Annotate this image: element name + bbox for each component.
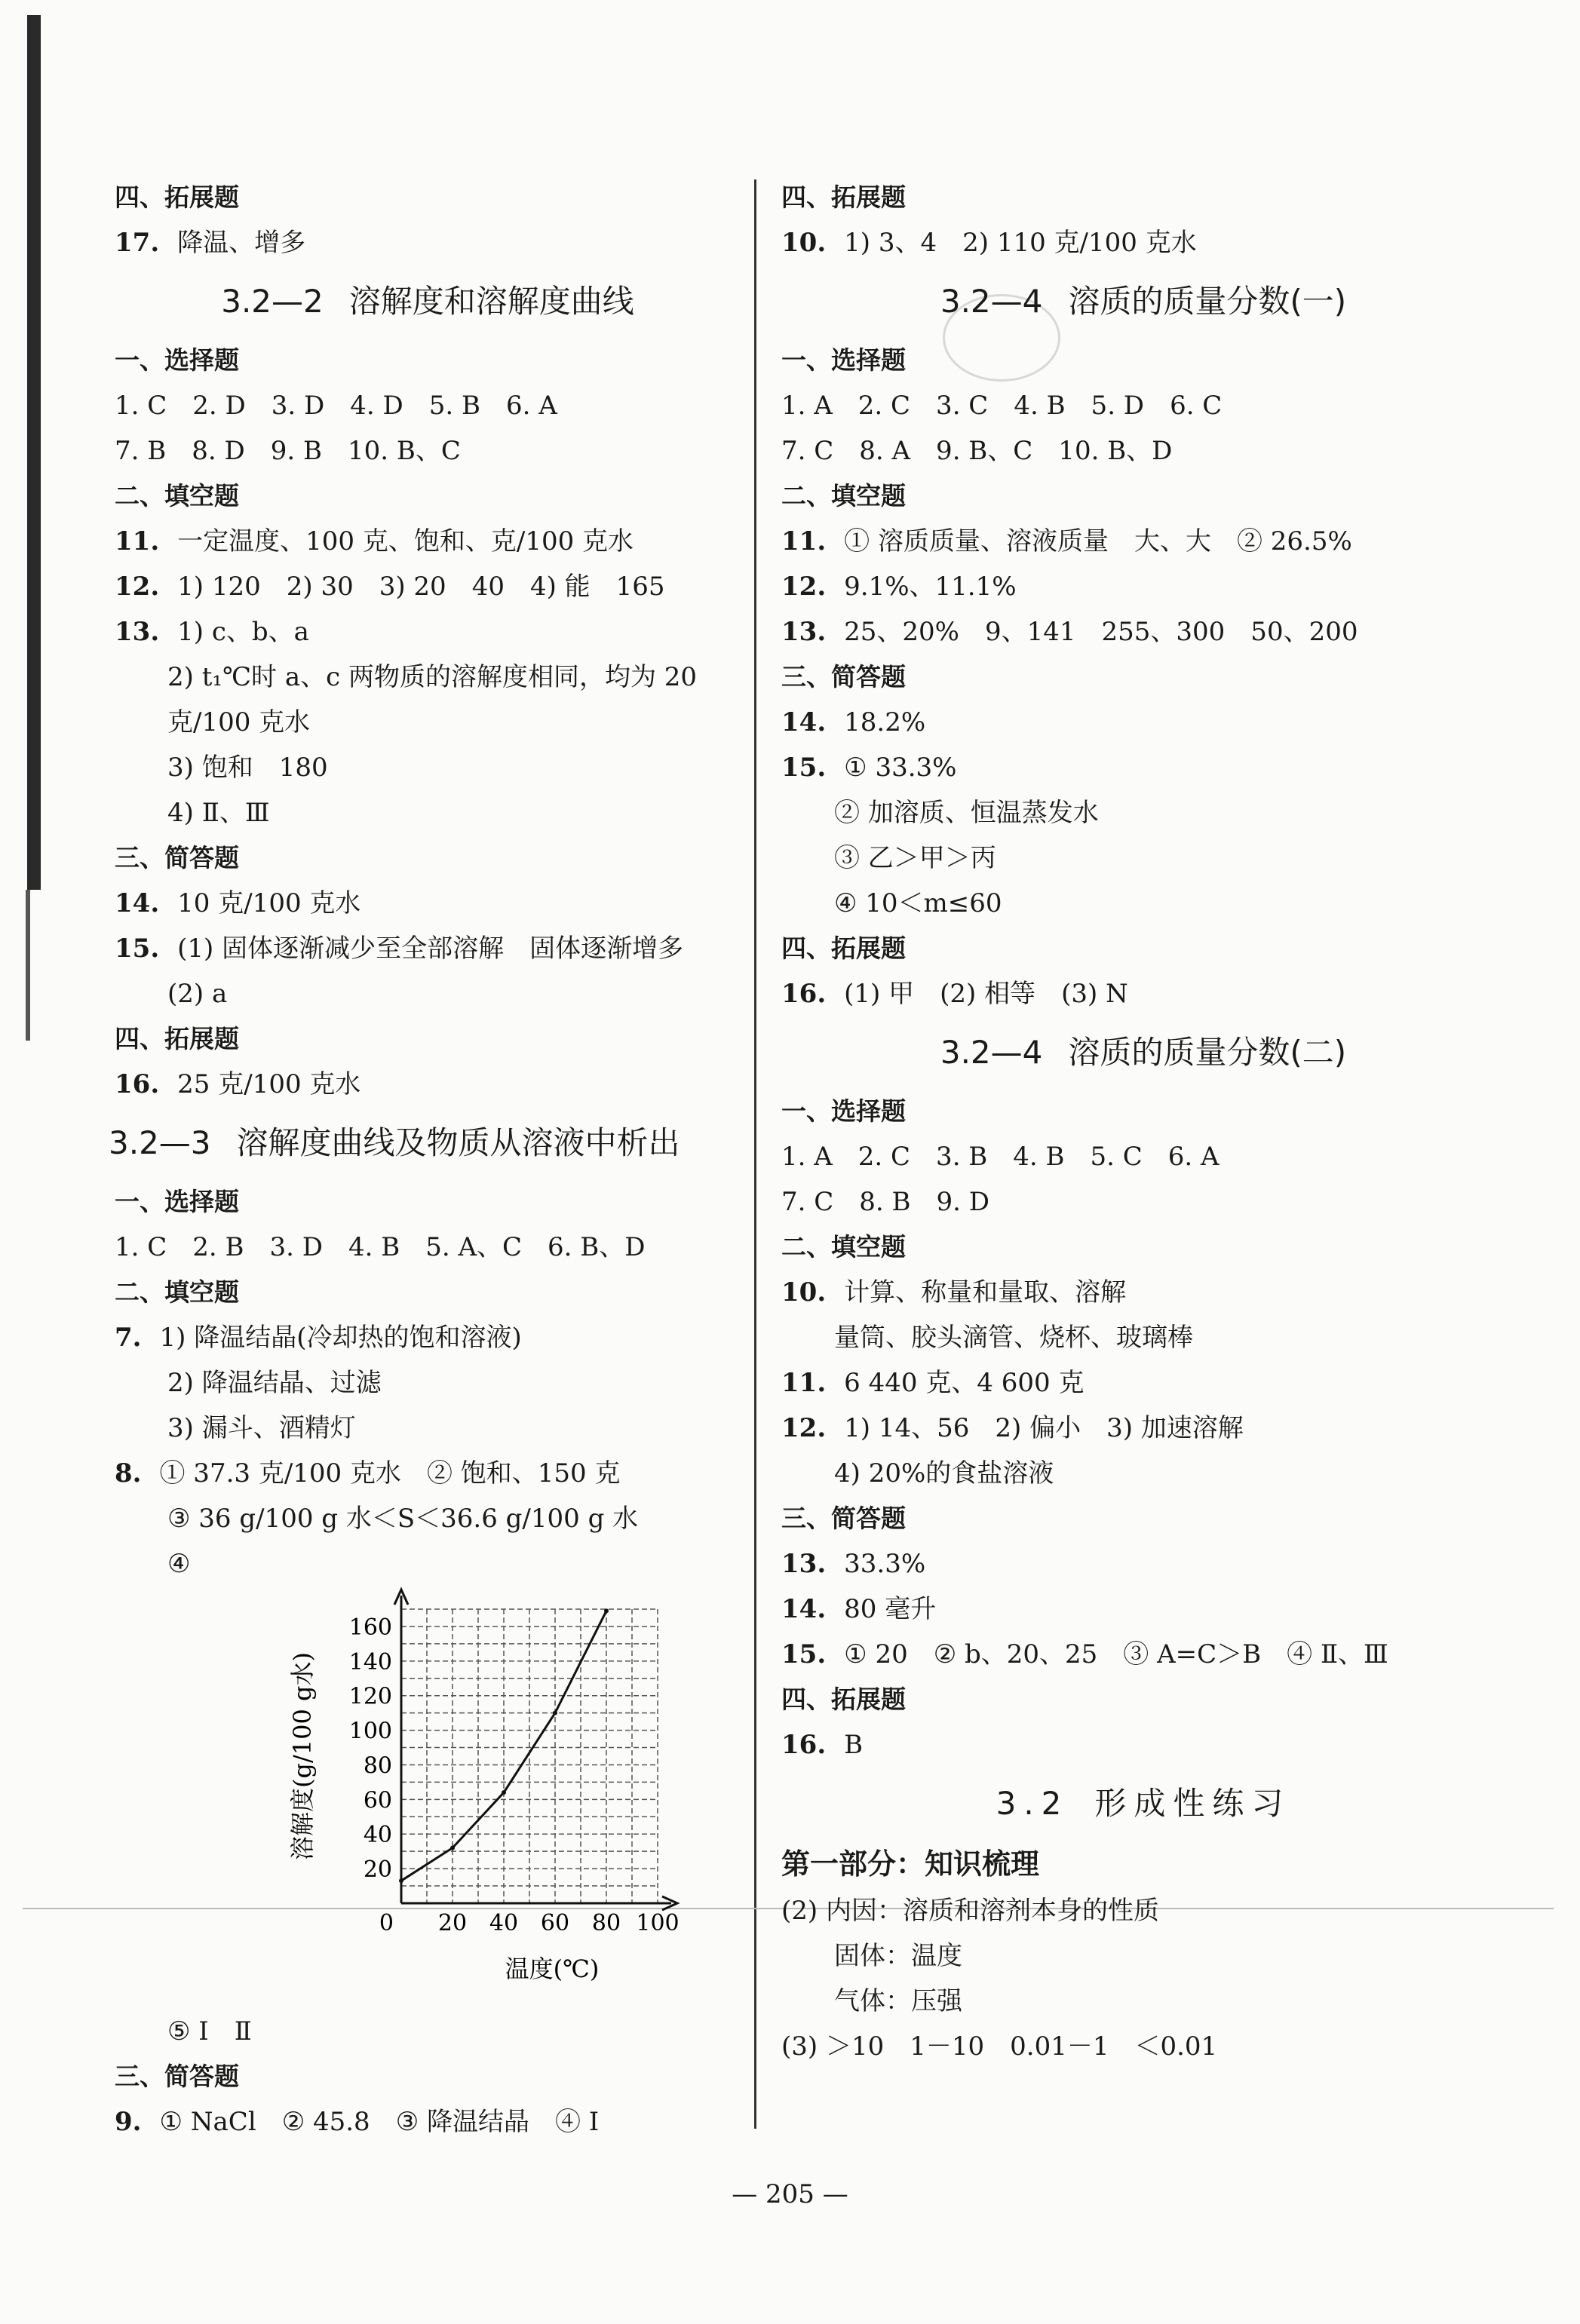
- answer-line: 7. 1) 降温结晶(冷却热的饱和溶液): [115, 1323, 522, 1353]
- y-tick-label: 100: [348, 1718, 392, 1745]
- answer-line: ③ 36 g/100 g 水＜S＜36.6 g/100 g 水: [167, 1504, 639, 1534]
- answer-line: 13. 1) c、b、a: [115, 617, 309, 647]
- answer-line: 1. A 2. C 3. C 4. B 5. D 6. C: [781, 391, 1223, 421]
- answer-line: 4) Ⅱ、Ⅲ: [167, 798, 270, 828]
- section-heading: 一、选择题: [115, 345, 239, 375]
- scan-edge-shadow: [27, 15, 41, 890]
- section-heading: 三、简答题: [781, 662, 906, 691]
- data-point: [604, 1608, 609, 1613]
- y-tick-label: 60: [363, 1787, 392, 1814]
- x-tick-label: 0: [379, 1910, 394, 1936]
- answer-line: 8. ① 37.3 克/100 克水 ② 饱和、150 克: [115, 1458, 621, 1489]
- x-axis-label: 温度(℃): [505, 1955, 600, 1983]
- answer-line: 2) t₁℃时 a、c 两物质的溶解度相同，均为 20: [167, 662, 698, 692]
- knowledge-line: (2) 内因：溶质和溶剂本身的性质: [781, 1896, 1159, 1926]
- section-title: 3.2—4 溶质的质量分数(一): [940, 283, 1347, 320]
- section-heading: 二、填空题: [781, 1232, 906, 1262]
- y-tick-label: 20: [363, 1856, 392, 1884]
- section-heading: 四、拓展题: [781, 934, 906, 963]
- x-tick-label: 20: [437, 1910, 468, 1936]
- answer-line: 7. C 8. A 9. B、C 10. B、D: [781, 436, 1173, 466]
- answer-line: 10. 1) 3、4 2) 110 克/100 克水: [781, 228, 1197, 258]
- section-heading: 二、填空题: [115, 481, 239, 510]
- answer-line: ④ 10＜m≤60: [834, 888, 1002, 918]
- answer-line: 16. (1) 甲 (2) 相等 (3) N: [781, 979, 1128, 1009]
- answer-line: 14. 80 毫升: [781, 1594, 937, 1624]
- solubility-chart: [115, 1587, 741, 2009]
- section-heading: 四、拓展题: [781, 182, 906, 212]
- answer-line: 4) 20%的食盐溶液: [834, 1458, 1054, 1489]
- answer-line: ④: [167, 1549, 191, 1579]
- x-tick-label: 40: [489, 1910, 519, 1936]
- data-point: [553, 1711, 557, 1715]
- answer-line: 量筒、胶头滴管、烧杯、玻璃棒: [834, 1323, 1193, 1353]
- answer-line: 克/100 克水: [167, 707, 311, 737]
- section-heading: 四、拓展题: [781, 1685, 906, 1714]
- answer-line: 16. B: [781, 1730, 864, 1760]
- section-heading: 三、简答题: [781, 1504, 906, 1533]
- section-heading: 二、填空题: [115, 1277, 239, 1307]
- knowledge-line: (3) ＞10 1－10 0.01－1 ＜0.01: [781, 2031, 1218, 2062]
- scan-edge-shadow-lower: [26, 890, 30, 1041]
- section-title: 3.2—4 溶质的质量分数(二): [940, 1034, 1347, 1071]
- x-tick-label: 100: [636, 1910, 680, 1936]
- answer-line: ② 加溶质、恒温蒸发水: [834, 798, 1099, 828]
- answer-line: 3) 漏斗、酒精灯: [167, 1413, 356, 1443]
- data-point: [450, 1846, 455, 1850]
- answer-line: 2) 降温结晶、过滤: [167, 1368, 382, 1398]
- answer-line: 9. ① NaCl ② 45.8 ③ 降温结晶 ④ Ⅰ: [115, 2107, 600, 2137]
- answer-line: 14. 10 克/100 克水: [115, 888, 361, 918]
- chart-svg: [265, 1587, 688, 2009]
- answer-line: 1. A 2. C 3. B 4. B 5. C 6. A: [781, 1142, 1220, 1172]
- answer-line: ⑤ Ⅰ Ⅱ: [167, 2016, 252, 2047]
- answer-line: 12. 9.1%、11.1%: [781, 572, 1017, 602]
- answer-line: 11. 6 440 克、4 600 克: [781, 1368, 1085, 1398]
- section-title: 3.2 形成性练习: [996, 1785, 1291, 1822]
- answer-line: 17. 降温、增多: [115, 228, 306, 258]
- knowledge-line: 固体：温度: [834, 1941, 962, 1971]
- section-heading: 二、填空题: [781, 481, 906, 510]
- answer-line: 12. 1) 120 2) 30 3) 20 40 4) 能 165: [115, 572, 665, 602]
- y-tick-label: 40: [363, 1822, 392, 1849]
- y-axis-label: 溶解度(g/100 g水): [288, 1652, 317, 1860]
- y-tick-label: 120: [348, 1683, 392, 1710]
- section-heading: 一、选择题: [781, 345, 906, 375]
- section-heading: 一、选择题: [781, 1096, 906, 1126]
- y-tick-label: 140: [348, 1648, 392, 1676]
- answer-line: 13. 25、20% 9、141 255、300 50、200: [781, 617, 1358, 647]
- section-heading: 三、简答题: [115, 843, 239, 872]
- answer-line: 7. C 8. B 9. D: [781, 1187, 990, 1217]
- answer-line: 15. ① 20 ② b、20、25 ③ A=C＞B ④ Ⅱ、Ⅲ: [781, 1639, 1388, 1669]
- left-column: [109, 175, 741, 2145]
- section-title: 3.2—3 溶解度曲线及物质从溶液中析出: [109, 1124, 680, 1161]
- answer-line: 11. 一定温度、100 克、饱和、克/100 克水: [115, 526, 634, 556]
- answer-line: 16. 25 克/100 克水: [115, 1069, 361, 1099]
- data-point: [399, 1878, 403, 1883]
- x-tick-label: 80: [591, 1910, 621, 1936]
- section-title: 3.2—2 溶解度和溶解度曲线: [221, 283, 634, 320]
- answer-line: 13. 33.3%: [781, 1549, 926, 1579]
- answer-line: 15. (1) 固体逐渐减少至全部溶解 固体逐渐增多: [115, 934, 684, 964]
- answer-line: (2) a: [167, 979, 228, 1009]
- x-tick-label: 60: [540, 1910, 570, 1936]
- answer-line: 11. ① 溶质质量、溶液质量 大、大 ② 26.5%: [781, 526, 1352, 556]
- page-number: — 205 —: [732, 2179, 848, 2209]
- knowledge-line: 气体：压强: [834, 1986, 962, 2016]
- answer-line: 10. 计算、称量和量取、溶解: [781, 1277, 1127, 1308]
- answer-line: 7. B 8. D 9. B 10. B、C: [115, 436, 461, 466]
- y-tick-label: 160: [348, 1614, 392, 1641]
- y-tick-label: 80: [363, 1752, 392, 1780]
- part-heading: 第一部分：知识梳理: [781, 1847, 1040, 1881]
- right-column: [781, 175, 1505, 2069]
- answer-line: 12. 1) 14、56 2) 偏小 3) 加速溶解: [781, 1413, 1244, 1443]
- section-heading: 四、拓展题: [115, 182, 239, 212]
- section-heading: 一、选择题: [115, 1187, 239, 1216]
- answer-line: 3) 饱和 180: [167, 753, 328, 783]
- column-divider: [754, 179, 756, 2129]
- answer-line: 1. C 2. B 3. D 4. B 5. A、C 6. B、D: [115, 1232, 646, 1262]
- answer-line: 1. C 2. D 3. D 4. D 5. B 6. A: [115, 391, 557, 421]
- answer-line: 15. ① 33.3%: [781, 753, 957, 783]
- answer-line: 14. 18.2%: [781, 707, 926, 737]
- data-point: [502, 1790, 506, 1795]
- answer-line: ③ 乙＞甲＞丙: [834, 843, 996, 873]
- section-heading: 四、拓展题: [115, 1024, 239, 1053]
- section-heading: 三、简答题: [115, 2062, 239, 2091]
